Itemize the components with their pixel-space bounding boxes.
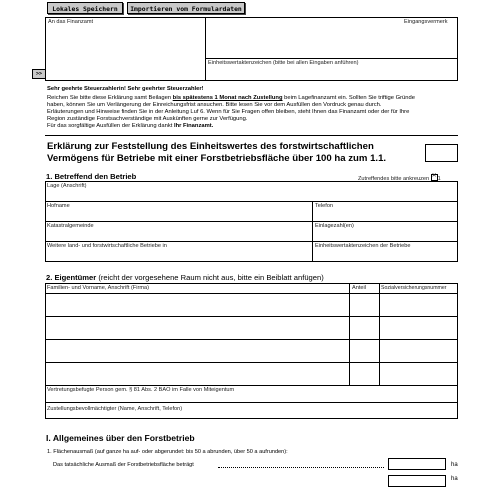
intro-line-3: Erläuterungen und Hinweise finden Sie in der Anleitung Luf 6. Wenn für Sie Fragen offen bleiben, steht Ihnen das Finanzamt oder der für Ihre — [47, 109, 410, 115]
intro-line-2: haben, können Sie um Verlängerung der Einreichungsfrist ansuchen. Bitte lesen Sie vor dem Ausfüllen den Vordruck genau durch. — [47, 102, 382, 108]
save-locally-button[interactable]: Lokales Speichern — [47, 2, 123, 14]
owner-1-name-field[interactable] — [46, 294, 349, 316]
forstbetriebsflaeche-ha-field[interactable] — [388, 458, 446, 470]
s2-row-line-4 — [45, 385, 458, 386]
form-title-line-1: Erklärung zur Feststellung des Einheitswertes des forstwirtschaftlichen — [47, 141, 374, 152]
einheitswert-aktenzeichen-label: Einheitswertaktenzeichen (bitte bei allen Eingaben anführen) — [208, 60, 359, 66]
hofname-field[interactable] — [46, 210, 311, 220]
col-svnr-header: Sozialversicherungsnummer — [381, 285, 447, 291]
owner-3-name-field[interactable] — [46, 340, 349, 362]
checkbox-example-icon: ✕ — [431, 173, 437, 179]
year-field[interactable] — [425, 144, 458, 162]
zustellung-field[interactable] — [46, 413, 457, 418]
unit-ha-label: ha — [451, 462, 458, 468]
owner-4-name-field[interactable] — [46, 363, 349, 385]
section-1-hint: Zutreffendes bitte ankreuzen ✕ 1 — [358, 173, 441, 182]
forstbetriebsflaeche-label: Das tatsächliche Ausmaß der Forstbetriebsfläche beträgt — [53, 462, 194, 468]
owner-3-anteil-field[interactable] — [350, 340, 379, 362]
katastralgemeinde-field[interactable] — [46, 230, 311, 240]
owner-1-anteil-field[interactable] — [350, 294, 379, 316]
header-hline — [205, 58, 458, 59]
einheitswert-betriebe-field[interactable] — [313, 250, 457, 261]
eingangsvermerk-label: Eingangsvermerk — [404, 19, 448, 25]
expand-arrow-button[interactable]: >> — [32, 69, 46, 79]
form-title-line-2: Vermögens für Betriebe mit einer Forstbetriebsfläche über 100 ha zum 1.1. — [47, 153, 387, 164]
s2-row-line-5 — [45, 402, 458, 403]
col-anteil-header: Anteil — [352, 285, 366, 291]
owner-4-svnr-field[interactable] — [380, 363, 457, 385]
finanzamt-field[interactable] — [46, 26, 204, 80]
finanzamt-label: An das Finanzamt — [48, 19, 94, 25]
col-name-header: Familien- und Vorname, Anschrift (Firma) — [47, 285, 149, 291]
zustellung-label: Zustellungsbevollmächtigter (Name, Anschrift, Telefon) — [47, 406, 183, 412]
lage-field[interactable] — [46, 190, 457, 200]
einlagezahl-label: Einlagezahl(en) — [315, 223, 354, 229]
telefon-label: Telefon — [315, 203, 334, 209]
lage-label: Lage (Anschrift) — [47, 183, 87, 189]
owner-3-svnr-field[interactable] — [380, 340, 457, 362]
import-form-data-button[interactable]: Importieren vom Formulardaten — [127, 2, 245, 14]
flaechenausmass-label: 1. Flächenausmaß (auf ganze ha auf- oder abgerundet: bis 50 a abrunden, über 50 a aufrunden): — [47, 449, 288, 455]
greeting: Sehr geehrte Steuerzahlerin! Sehr geehrter Steuerzahler! — [47, 86, 204, 92]
telefon-field[interactable] — [313, 210, 457, 220]
intro-line-4: Region zuständige Forstsachverständige mit Auskünften gerne zur Verfügung. — [47, 116, 248, 122]
section-2-heading: 2. Eigentümer (reicht der vorgesehene Raum nicht aus, bitte ein Beiblatt anfügen) — [46, 273, 324, 282]
owner-2-svnr-field[interactable] — [380, 317, 457, 339]
s1-row-line-3 — [45, 241, 458, 242]
section-I-heading: I. Allgemeines über den Forstbetrieb — [46, 433, 195, 443]
intro-line-1: Reichen Sie bitte diese Erklärung samt Beilagen bis spätestens 1 Monat nach Zustellung beim Lagefinanzamt ein. Sollten Sie triftige Gründe — [47, 95, 415, 101]
weitere-betriebe-field[interactable] — [46, 250, 311, 261]
owner-2-name-field[interactable] — [46, 317, 349, 339]
dotted-leader — [218, 467, 384, 468]
vertretung-field[interactable] — [46, 394, 457, 402]
katastralgemeinde-label: Katastralgemeinde — [47, 223, 94, 229]
form-title — [47, 141, 386, 165]
owner-1-svnr-field[interactable] — [380, 294, 457, 316]
s1-row-line-2 — [45, 221, 458, 222]
weitere-betriebe-label: Weitere land- und forstwirtschaftliche Betriebe in — [47, 243, 167, 249]
s1-row-line-1 — [45, 201, 458, 202]
vertretung-label: Vertretungsbefugte Person gem. § 81 Abs. 2 BAO im Falle von Miteigentum — [47, 387, 235, 393]
einheitswert-aktenzeichen-field[interactable] — [206, 67, 457, 80]
einlagezahl-field[interactable] — [313, 230, 457, 240]
einheitswert-betriebe-label: Einheitswertaktenzeichen der Betriebe — [315, 243, 411, 249]
intro-line-5: Für das sorgfältige Ausfüllen der Erklärung dankt Ihr Finanzamt. — [47, 123, 214, 129]
separator — [45, 135, 458, 136]
hofname-label: Hofname — [47, 203, 70, 209]
owner-4-anteil-field[interactable] — [350, 363, 379, 385]
unit-ha-label-2: ha — [451, 476, 458, 482]
second-ha-field[interactable] — [388, 475, 446, 487]
owner-2-anteil-field[interactable] — [350, 317, 379, 339]
section-1-heading: 1. Betreffend den Betrieb — [46, 172, 137, 181]
